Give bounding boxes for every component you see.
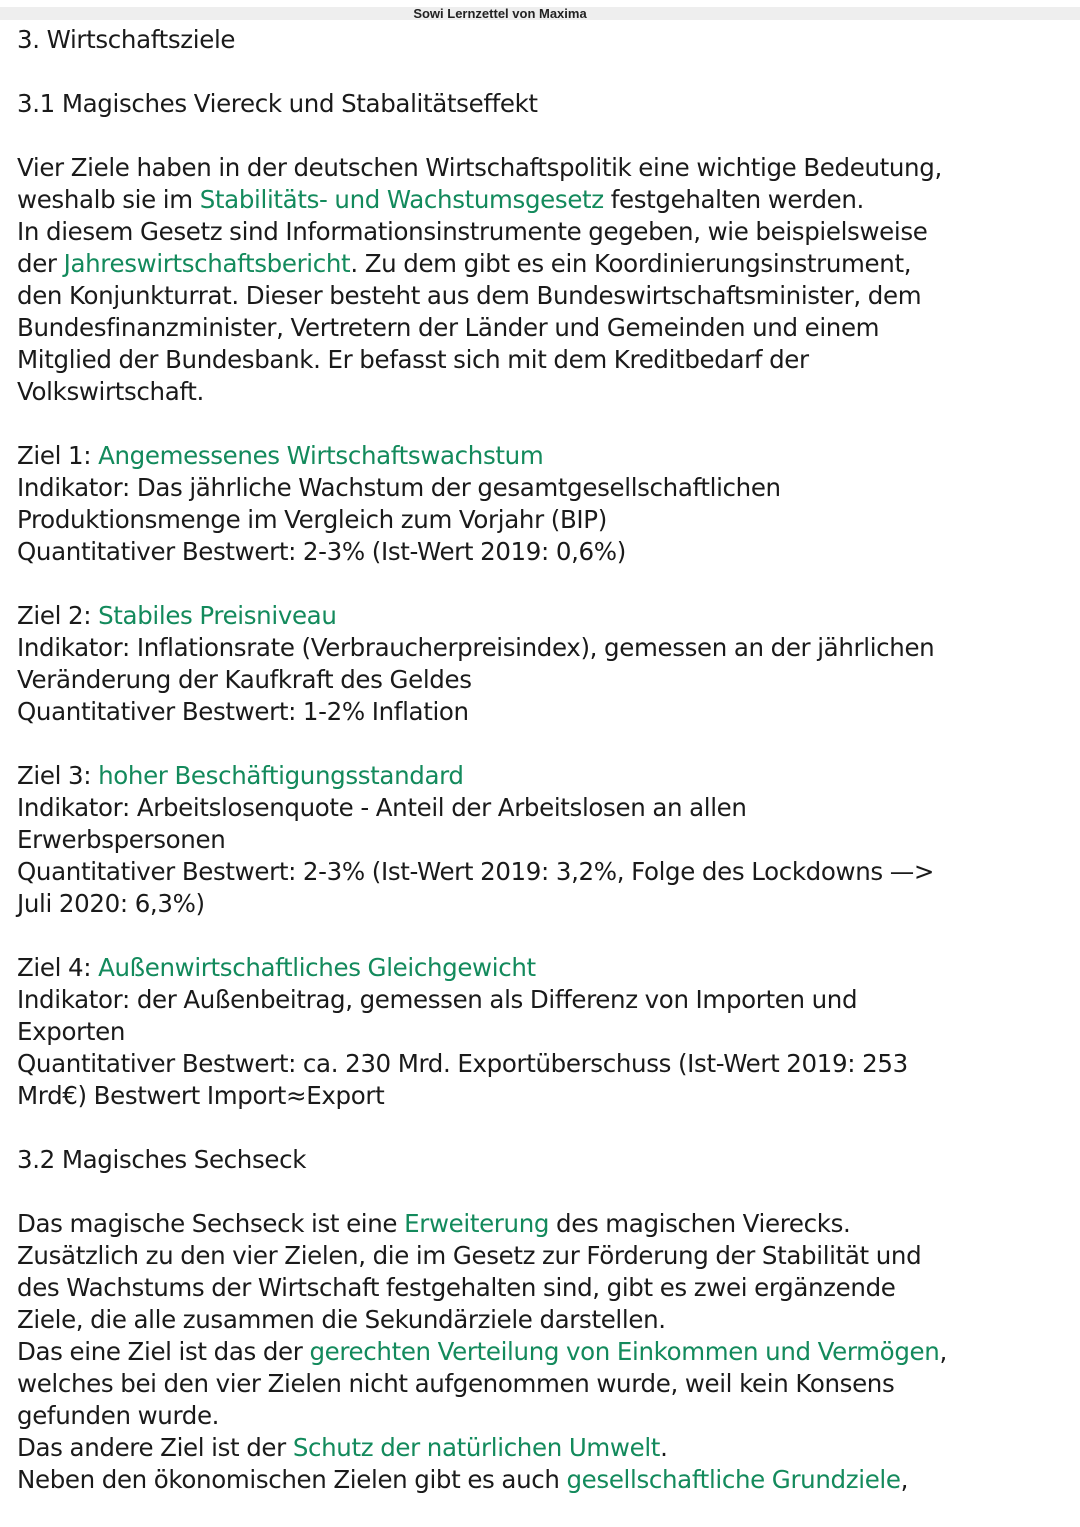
- keyword-link: gesellschaftliche Grundziele: [566, 1465, 901, 1494]
- goal-3: Ziel 3: hoher Beschäftigungsstandard Indikator: Arbeitslosenquote - Anteil der Arbeitslosen an allen Erwerbspersonen Quantitativer Bestwert: 2-3% (Ist-Wert 2019: 3,2%, Folge des Lockdowns —> Juli 2020: 6,3%): [17, 761, 935, 918]
- keyword-link: Schutz der natürlichen Umwelt: [292, 1433, 661, 1462]
- keyword-link: Stabilitäts- und Wachstumsgesetz: [199, 185, 604, 214]
- goal-name: Außenwirtschaftliches Gleichgewicht: [98, 953, 536, 982]
- keyword-link: Erweiterung: [404, 1209, 550, 1238]
- goal-2: Ziel 2: Stabiles Preisniveau Indikator: Inflationsrate (Verbraucherpreisindex), gemessen an der jährlichen Veränderung der Kaufkraft des Geldes Quantitativer Bestwert: 1-2% Inflation: [17, 601, 935, 726]
- document-header: Sowi Lernzettel von Maxima: [413, 6, 587, 21]
- keyword-link: Jahreswirtschaftsbericht: [63, 249, 351, 278]
- section-title: 3.1 Magisches Viereck und Stabalitätseffekt: [17, 89, 538, 118]
- hexagon-paragraph: Das magische Sechseck ist eine Erweiterung des magischen Vierecks. Zusätzlich zu den vier Zielen, die im Gesetz zur Förderung der Stabilität und des Wachstums der Wirtschaft festgehalten sind, gibt es zwei ergänzende Ziele, die alle zusammen die Sekundärziele darstellen. Das eine Ziel ist das der gerechten Verteilung von Einkommen und Vermögen, welches bei den vier Zielen nicht aufgenommen wurde, weil kein Konsens gefunden wurde. Das andere Ziel ist der Schutz der natürlichen Umwelt. Neben den ökonomischen Zielen gibt es auch gesellschaftliche Grundziele,: [17, 1209, 947, 1494]
- goal-name: Angemessenes Wirtschaftswachstum: [98, 441, 544, 470]
- section-3-1: [17, 88, 1075, 1112]
- goal-1: Ziel 1: Angemessenes Wirtschaftswachstum Indikator: Das jährliche Wachstum der gesamtgesellschaftlichen Produktionsmenge im Vergleich zum Vorjahr (BIP) Quantitativer Bestwert: 2-3% (Ist-Wert 2019: 0,6%): [17, 441, 781, 566]
- goal-name: Stabiles Preisniveau: [98, 601, 337, 630]
- keyword-link: gerechten Verteilung von Einkommen und Vermögen: [309, 1337, 940, 1366]
- document-body: [17, 24, 1075, 1496]
- goal-name: hoher Beschäftigungsstandard: [98, 761, 464, 790]
- intro-paragraph: Vier Ziele haben in der deutschen Wirtschaftspolitik eine wichtige Bedeutung, weshalb sie im Stabilitäts- und Wachstumsgesetz festgehalten werden. In diesem Gesetz sind Informationsinstrumente gegeben, wie beispielsweise der Jahreswirtschaftsbericht. Zu dem gibt es ein Koordinierungsinstrument, den Konjunkturrat. Dieser besteht aus dem Bundeswirtschaftsminister, dem Bundesfinanzminister, Vertretern der Länder und Gemeinden und einem Mitglied der Bundesbank. Er befasst sich mit dem Kreditbedarf der Volkswirtschaft.: [17, 153, 942, 406]
- page-title: 3. Wirtschaftsziele: [17, 25, 236, 54]
- section-3-2: [17, 1144, 1075, 1496]
- section-title: 3.2 Magisches Sechseck: [17, 1145, 307, 1174]
- goal-4: Ziel 4: Außenwirtschaftliches Gleichgewicht Indikator: der Außenbeitrag, gemessen als Differenz von Importen und Exporten Quantitativer Bestwert: ca. 230 Mrd. Exportüberschuss (Ist-Wert 2019: 253 Mrd€) Bestwert Import≈Export: [17, 953, 908, 1110]
